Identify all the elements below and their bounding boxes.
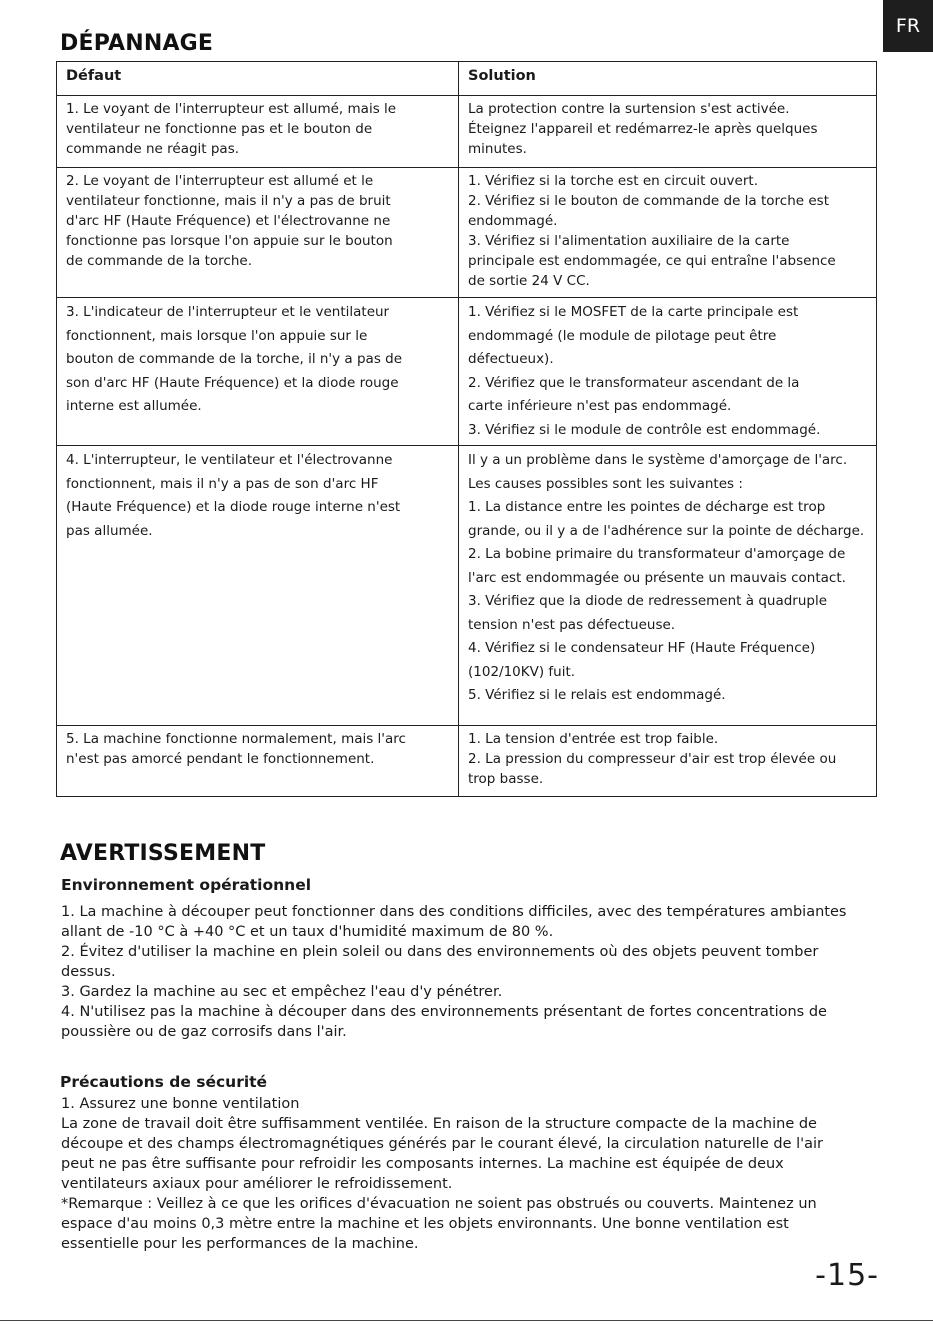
paragraph-line: 2. Évitez d'utiliser la machine en plein soleil ou dans des environnements où des objets peuvent tomber: [61, 944, 819, 960]
cell-text-line: 3. Vérifiez si le module de contrôle est endommagé.: [468, 421, 821, 438]
subsection-title-safety: Précautions de sécurité: [60, 1073, 268, 1091]
cell-text-line: de commande de la torche.: [66, 253, 253, 269]
paragraph-line: dessus.: [61, 964, 116, 980]
cell-text-line: 2. Le voyant de l'interrupteur est allumé et le: [66, 173, 374, 189]
cell-text-line: pas allumée.: [66, 522, 153, 539]
cell-text-line: 1. La distance entre les pointes de décharge est trop: [468, 499, 826, 515]
paragraph-line: espace d'au moins 0,3 mètre entre la machine et les objets environnants. Une bonne ventilation est: [61, 1216, 789, 1232]
cell-text-line: endommagé (le module de pilotage peut être: [468, 327, 777, 344]
cell-text-line: tension n'est pas défectueuse.: [468, 616, 676, 633]
solution-cell: [459, 168, 877, 298]
paragraph-line: 4. N'utilisez pas la machine à découper dans des environnements présentant de fortes concentrations de: [61, 1004, 827, 1020]
column-header-solution: Solution: [459, 62, 877, 96]
cell-text-line: 1. Vérifiez si le MOSFET de la carte principale est: [468, 304, 799, 320]
table-row: [57, 168, 877, 298]
fault-cell: [57, 726, 459, 797]
fault-cell: [57, 96, 459, 168]
paragraph-line: essentielle pour les performances de la machine.: [61, 1236, 419, 1252]
cell-text-line: 5. La machine fonctionne normalement, mais l'arc: [66, 731, 406, 747]
cell-text-line: interne est allumée.: [66, 398, 202, 414]
cell-text-line: commande ne réagit pas.: [66, 141, 240, 157]
paragraph-line: *Remarque : Veillez à ce que les orifices d'évacuation ne soient pas obstrués ou couverts. Maintenez un: [61, 1196, 817, 1212]
fault-cell: [57, 168, 459, 298]
cell-text-line: 5. Vérifiez si le relais est endommagé.: [468, 687, 726, 703]
cell-text-line: l'arc est endommagée ou présente un mauvais contact.: [468, 569, 846, 586]
cell-text-line: ventilateur ne fonctionne pas et le bouton de: [66, 121, 373, 137]
cell-text-line: bouton de commande de la torche, il n'y a pas de: [66, 351, 403, 367]
cell-text-line: fonctionne pas lorsque l'on appuie sur le bouton: [66, 233, 393, 249]
solution-cell: [459, 726, 877, 797]
cell-text-line: son d'arc HF (Haute Fréquence) et la diode rouge: [66, 374, 399, 391]
cell-text-line: d'arc HF (Haute Fréquence) et l'électrovanne ne: [66, 213, 391, 229]
cell-text-line: endommagé.: [468, 213, 558, 229]
cell-text-line: La protection contre la surtension s'est activée.: [468, 101, 790, 117]
paragraph-line: poussière ou de gaz corrosifs dans l'air.: [61, 1024, 347, 1040]
cell-text-line: 3. L'indicateur de l'interrupteur et le ventilateur: [66, 304, 390, 320]
cell-text-line: n'est pas amorcé pendant le fonctionnement.: [66, 751, 375, 767]
page-number: -15-: [815, 1258, 879, 1293]
troubleshooting-table: [56, 61, 877, 797]
environment-paragraph: [61, 902, 911, 1042]
fault-cell: [57, 298, 459, 446]
cell-text-line: 2. Vérifiez si le bouton de commande de la torche est: [468, 193, 829, 209]
cell-text-line: 2. La pression du compresseur d'air est trop élevée ou: [468, 751, 837, 767]
solution-cell: [459, 298, 877, 446]
table-header-row: [57, 62, 877, 96]
cell-text-line: grande, ou il y a de l'adhérence sur la pointe de décharge.: [468, 522, 865, 539]
cell-text-line: 4. L'interrupteur, le ventilateur et l'électrovanne: [66, 452, 393, 468]
cell-text-line: principale est endommagée, ce qui entraîne l'absence: [468, 253, 836, 269]
column-header-fault: Défaut: [57, 62, 459, 96]
cell-text-line: Les causes possibles sont les suivantes :: [468, 475, 743, 492]
table-row: [57, 726, 877, 797]
cell-text-line: 2. Vérifiez que le transformateur ascendant de la: [468, 374, 800, 391]
cell-text-line: ventilateur fonctionne, mais il n'y a pas de bruit: [66, 193, 391, 209]
section-title-troubleshooting: DÉPANNAGE: [60, 31, 214, 56]
cell-text-line: Éteignez l'appareil et redémarrez-le après quelques: [468, 121, 818, 137]
paragraph-line: 1. La machine à découper peut fonctionner dans des conditions difficiles, avec des températures ambiantes: [61, 904, 847, 920]
cell-text-line: 1. La tension d'entrée est trop faible.: [468, 731, 719, 747]
language-badge: FR: [883, 0, 933, 52]
cell-text-line: 3. Vérifiez que la diode de redressement à quadruple: [468, 593, 828, 609]
cell-text-line: 1. Le voyant de l'interrupteur est allumé, mais le: [66, 101, 397, 117]
table-row: [57, 96, 877, 168]
paragraph-line: La zone de travail doit être suffisamment ventilée. En raison de la structure compacte de la machine de: [61, 1116, 817, 1132]
paragraph-line: 3. Gardez la machine au sec et empêchez l'eau d'y pénétrer.: [61, 984, 503, 1000]
cell-text-line: 2. La bobine primaire du transformateur d'amorçage de: [468, 546, 846, 562]
cell-text-line: (102/10KV) fuit.: [468, 663, 576, 680]
section-title-warning: AVERTISSEMENT: [60, 841, 266, 866]
safety-paragraph: [61, 1094, 911, 1254]
subsection-title-environment: Environnement opérationnel: [61, 876, 312, 894]
paragraph-line: ventilateurs axiaux pour améliorer le refroidissement.: [61, 1176, 453, 1192]
fault-cell: [57, 446, 459, 726]
paragraph-line: 1. Assurez une bonne ventilation: [61, 1096, 300, 1112]
paragraph-line: peut ne pas être suffisante pour refroidir les composants internes. La machine est équipée de deux: [61, 1156, 784, 1172]
cell-text-line: de sortie 24 V CC.: [468, 273, 590, 289]
solution-cell: [459, 446, 877, 726]
bottom-divider: [0, 1320, 933, 1321]
table-row: [57, 446, 877, 726]
cell-text-line: 1. Vérifiez si la torche est en circuit ouvert.: [468, 173, 758, 189]
cell-text-line: fonctionnent, mais il n'y a pas de son d'arc HF: [66, 475, 379, 492]
cell-text-line: Il y a un problème dans le système d'amorçage de l'arc.: [468, 452, 848, 468]
table-row: [57, 298, 877, 446]
cell-text-line: 3. Vérifiez si l'alimentation auxiliaire de la carte: [468, 233, 790, 249]
paragraph-line: découpe et des champs électromagnétiques générés par le courant élevé, la circulation naturelle de l'air: [61, 1136, 823, 1152]
cell-text-line: fonctionnent, mais lorsque l'on appuie sur le: [66, 327, 368, 344]
cell-text-line: 4. Vérifiez si le condensateur HF (Haute Fréquence): [468, 640, 816, 656]
solution-cell: [459, 96, 877, 168]
paragraph-line: allant de -10 °C à +40 °C et un taux d'humidité maximum de 80 %.: [61, 924, 554, 940]
cell-text-line: défectueux).: [468, 351, 554, 367]
cell-text-line: minutes.: [468, 141, 527, 157]
cell-text-line: carte inférieure n'est pas endommagé.: [468, 398, 732, 414]
cell-text-line: (Haute Fréquence) et la diode rouge interne n'est: [66, 499, 401, 515]
cell-text-line: trop basse.: [468, 771, 544, 787]
